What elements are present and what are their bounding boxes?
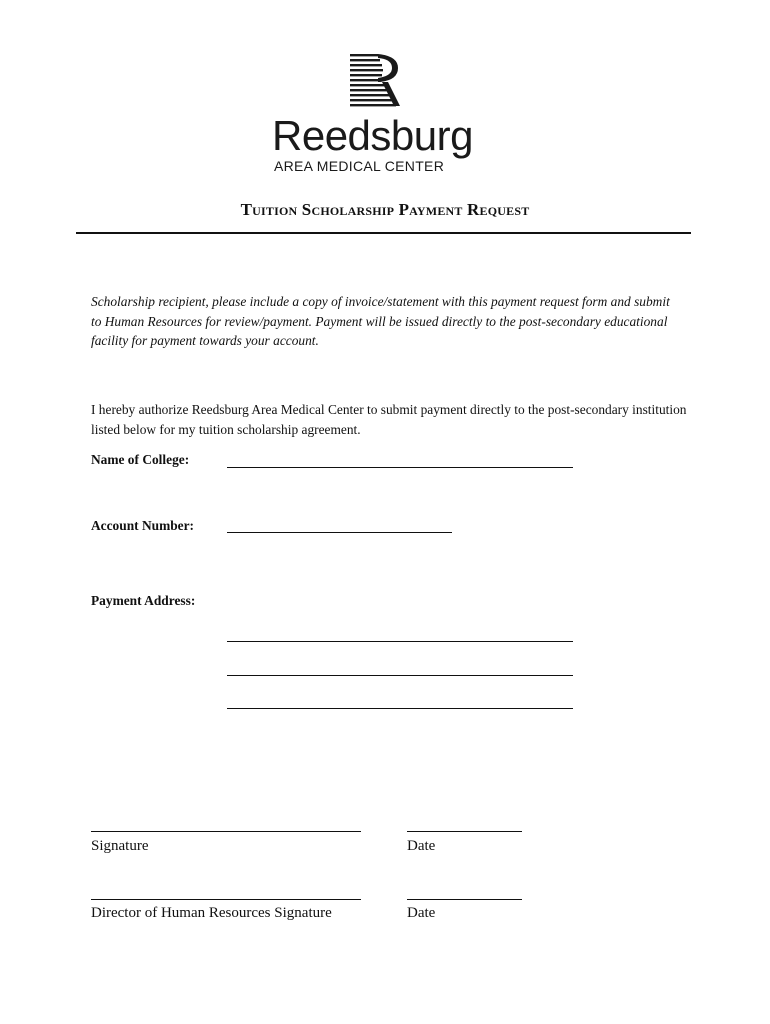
director-signature-line[interactable] [91, 899, 361, 900]
college-input-line[interactable] [227, 467, 573, 468]
signature-label: Signature [91, 838, 149, 854]
director-date-label: Date [407, 905, 436, 921]
account-number-label: Account Number: [91, 518, 195, 533]
title-divider [76, 232, 691, 234]
college-label: Name of College: [91, 452, 190, 467]
account-number-input-line[interactable] [227, 532, 452, 533]
reedsburg-r-logo-mark [348, 52, 408, 108]
authorization-text: I hereby authorize Reedsburg Area Medical Center to submit payment directly to the post-secondary institution listed below for my tuition scholarship agreement. [91, 402, 687, 437]
director-signature-label: Director of Human Resources Signature [91, 905, 332, 921]
payment-address-line-1[interactable] [227, 641, 573, 642]
signature-line[interactable] [91, 831, 361, 832]
payment-address-label: Payment Address: [91, 593, 196, 608]
director-date-line[interactable] [407, 899, 522, 900]
signature-date-label: Date [407, 838, 436, 854]
logo [272, 52, 492, 178]
payment-address-line-3[interactable] [227, 708, 573, 709]
signature-date-line[interactable] [407, 831, 522, 832]
logo-subtitle: AREA MEDICAL CENTER [274, 158, 445, 174]
logo-wordmark: Reedsburg [272, 112, 473, 159]
payment-address-line-2[interactable] [227, 675, 573, 676]
instructions-text: Scholarship recipient, please include a copy of invoice/statement with this payment request form and submit to Human Resources for review/payment. Payment will be issued directly to the post-secondary educational facility for payment towards your account. [91, 294, 670, 348]
form-title: Tuition Scholarship Payment Request [240, 200, 530, 219]
